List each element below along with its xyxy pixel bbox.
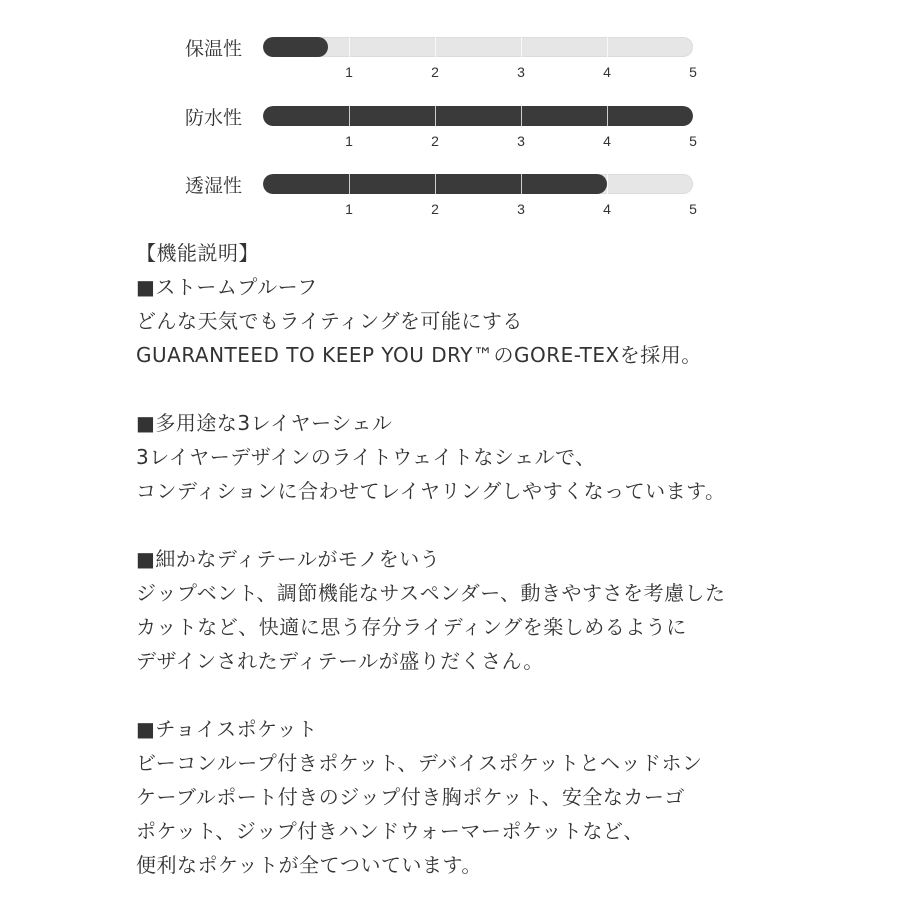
section-line: ビーコンループ付きポケット、デバイスポケットとヘッドホン bbox=[136, 751, 703, 775]
rating-label: 保温性 bbox=[185, 38, 243, 60]
rating-bar-tick bbox=[349, 174, 350, 194]
section-title: ■多用途な3レイヤーシェル bbox=[136, 411, 393, 435]
rating-bar-tick bbox=[607, 37, 608, 57]
section-line: ポケット、ジップ付きハンドウォーマーポケットなど、 bbox=[136, 819, 644, 843]
rating-bar-track bbox=[263, 174, 693, 194]
section-title: ■ストームプルーフ bbox=[136, 275, 318, 299]
section-line: コンディションに合わせてレイヤリングしやすくなっています。 bbox=[136, 479, 726, 503]
section-line: カットなど、快適に思う存分ライディングを楽しめるように bbox=[136, 615, 687, 639]
rating-bar-tick bbox=[435, 106, 436, 126]
rating-tick-label: 2 bbox=[431, 64, 439, 80]
description-heading: 【機能説明】 bbox=[136, 241, 259, 265]
rating-bar-tick bbox=[435, 174, 436, 194]
rating-tick-label: 3 bbox=[517, 201, 525, 217]
rating-tick-label: 5 bbox=[689, 64, 697, 80]
rating-bar-tick bbox=[607, 106, 608, 126]
rating-bar-track bbox=[263, 106, 693, 126]
rating-tick-label: 4 bbox=[603, 201, 611, 217]
rating-tick-label: 2 bbox=[431, 133, 439, 149]
rating-bar-track bbox=[263, 37, 693, 57]
section-line: デザインされたディテールが盛りだくさん。 bbox=[136, 649, 544, 673]
rating-tick-label: 4 bbox=[603, 133, 611, 149]
rating-tick-label: 2 bbox=[431, 201, 439, 217]
section-line: ケーブルポート付きのジップ付き胸ポケット、安全なカーゴ bbox=[136, 785, 685, 809]
rating-tick-label: 3 bbox=[517, 133, 525, 149]
rating-bar-tick bbox=[349, 106, 350, 126]
rating-row-warmth bbox=[0, 37, 900, 97]
rating-bar-tick bbox=[435, 37, 436, 57]
section-spacer bbox=[136, 678, 876, 712]
section-line: GUARANTEED TO KEEP YOU DRY™のGORE-TEXを採用。 bbox=[136, 343, 702, 367]
rating-bar-tick bbox=[521, 37, 522, 57]
rating-bar-fill bbox=[263, 37, 328, 57]
rating-tick-label: 4 bbox=[603, 64, 611, 80]
section-line: ジップベント、調節機能なサスペンダー、動きやすさを考慮した bbox=[136, 581, 726, 605]
rating-bar-fill bbox=[263, 106, 693, 126]
section-spacer bbox=[136, 372, 876, 406]
rating-tick-label: 5 bbox=[689, 201, 697, 217]
rating-tick-label: 1 bbox=[345, 133, 353, 149]
feature-description bbox=[136, 236, 876, 882]
section-line: どんな天気でもライティングを可能にする bbox=[136, 309, 523, 333]
rating-tick-label: 1 bbox=[345, 64, 353, 80]
section-line: 便利なポケットが全てついています。 bbox=[136, 853, 482, 877]
section-spacer bbox=[136, 508, 876, 542]
rating-label: 防水性 bbox=[185, 107, 243, 129]
rating-tick-label: 1 bbox=[345, 201, 353, 217]
rating-bar-tick bbox=[607, 174, 608, 194]
section-title: ■細かなディテールがモノをいう bbox=[136, 547, 441, 571]
rating-row-waterproof bbox=[0, 106, 900, 166]
rating-tick-label: 5 bbox=[689, 133, 697, 149]
rating-bar-tick bbox=[521, 174, 522, 194]
section-line: 3レイヤーデザインのライトウェイトなシェルで、 bbox=[136, 445, 596, 469]
section-title: ■チョイスポケット bbox=[136, 717, 318, 741]
rating-bar-tick bbox=[349, 37, 350, 57]
rating-label: 透湿性 bbox=[185, 175, 243, 197]
rating-tick-label: 3 bbox=[517, 64, 525, 80]
rating-bar-tick bbox=[521, 106, 522, 126]
rating-row-breathability bbox=[0, 174, 900, 234]
